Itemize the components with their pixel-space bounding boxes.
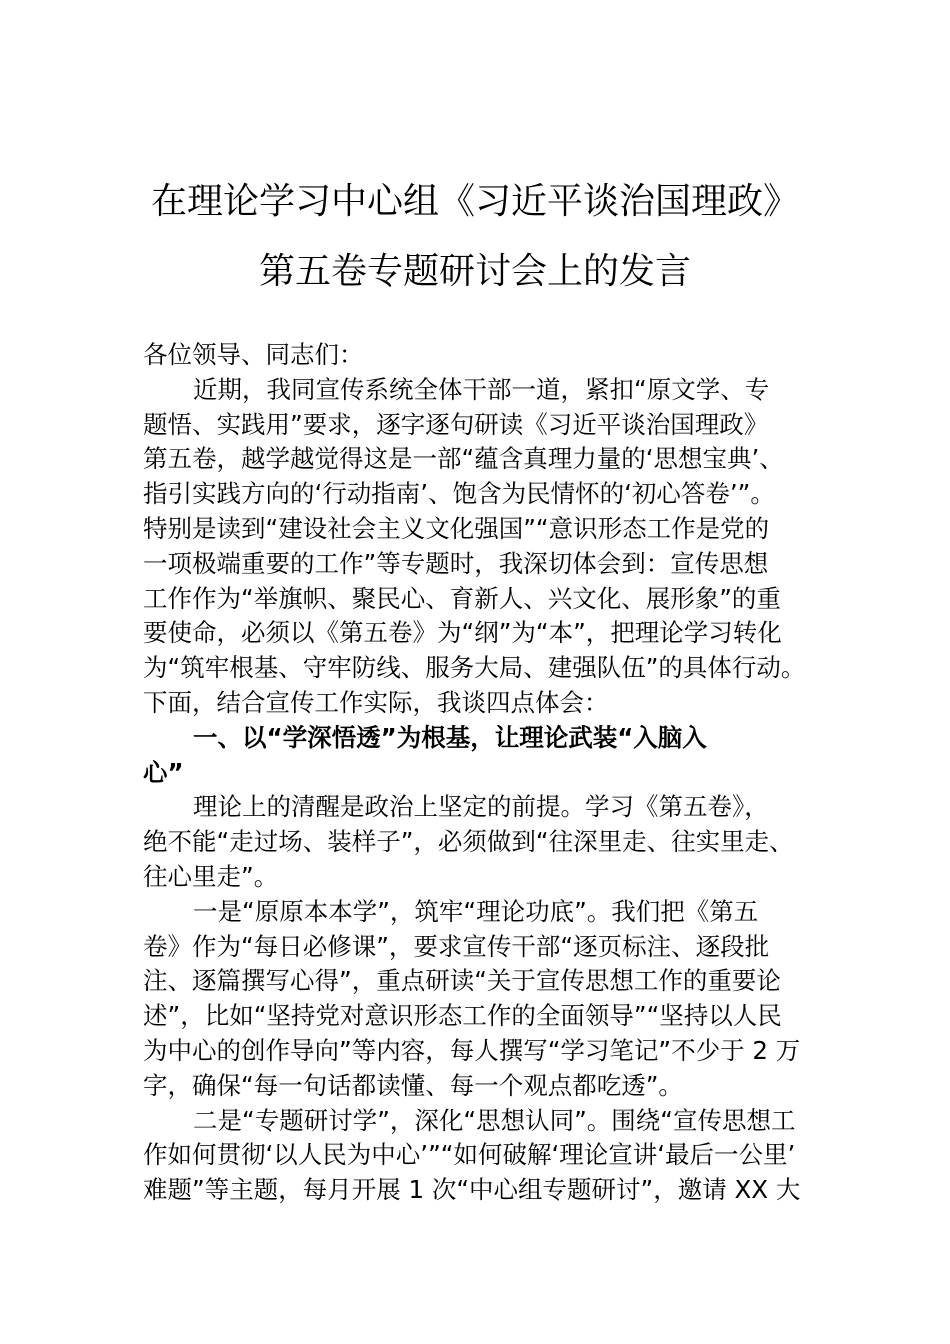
para1-line: 理论上的清醒是政治上坚定的前提。学习《第五卷》， — [193, 792, 769, 822]
para2-line: 字，确保“每一句话都读懂、每一个观点都吃透”。 — [143, 1070, 683, 1100]
intro-line: 工作作为“举旗帜、聚民心、育新人、兴文化、展形象”的重 — [143, 583, 781, 613]
intro-line: 为“筑牢根基、守牢防线、服务大局、建强队伍”的具体行动。 — [143, 653, 806, 683]
para3-line: 难题”等主题，每月开展 1 次“中心组专题研讨”，邀请 XX 大 — [143, 1175, 801, 1205]
intro-line: 要使命，必须以《第五卷》为“纲”为“本”，把理论学习转化 — [143, 618, 782, 648]
para2-line: 注、逐篇撰写心得”，重点研读“关于宣传思想工作的重要论 — [143, 966, 781, 996]
intro-line: 近期，我同宣传系统全体干部一道，紧扣“原文学、专 — [193, 374, 770, 404]
para1-line: 绝不能“走过场、装样子”，必须做到“往深里走、往实里走、 — [143, 827, 794, 857]
para3-line: 二是“专题研讨学”，深化“思想认同”。围绕“宣传思想工 — [193, 1105, 796, 1135]
para2-line: 为中心的创作导向”等内容，每人撰写“学习笔记”不少于 2 万 — [143, 1035, 801, 1065]
intro-line: 一项极端重要的工作”等专题时，我深切体会到：宣传思想 — [143, 548, 769, 578]
para3-line: 作如何贯彻‘以人民为中心’”“如何破解‘理论宣讲‘最后一公里’ — [143, 1140, 796, 1170]
intro-line: 题悟、实践用”要求，逐字逐句研读《习近平谈治国理政》 — [143, 409, 769, 439]
intro-line: 特别是读到“建设社会主义文化强国”“意识形态工作是党的 — [143, 513, 770, 543]
section-heading-1: 一、以“学深悟透”为根基，让理论武装“入脑入 — [193, 722, 707, 752]
intro-line: 下面，结合宣传工作实际，我谈四点体会： — [143, 687, 609, 717]
intro-line: 第五卷，越学越觉得这是一部“蕴含真理力量的‘思想宝典’、 — [143, 444, 784, 474]
document-body — [143, 338, 833, 1208]
section-heading-1-cont: 心” — [143, 757, 184, 787]
intro-line: 指引实践方向的‘行动指南’、饱含为民情怀的‘初心答卷’”。 — [143, 479, 775, 509]
para2-line: 卷》作为“每日必修课”，要求宣传干部“逐页标注、逐段批 — [143, 931, 770, 961]
para2-line: 述”，比如“坚持党对意识形态工作的全面领导”“坚持以人民 — [143, 1001, 782, 1031]
para1-line: 往心里走”。 — [143, 861, 279, 891]
document-title-line-1: 在理论学习中心组《习近平谈治国理政》 — [150, 181, 799, 222]
document-title-line-2: 第五卷专题研讨会上的发言 — [258, 251, 691, 292]
para2-line: 一是“原原本本学”，筑牢“理论功底”。我们把《第五 — [193, 896, 759, 926]
salutation: 各位领导、同志们： — [143, 340, 364, 369]
